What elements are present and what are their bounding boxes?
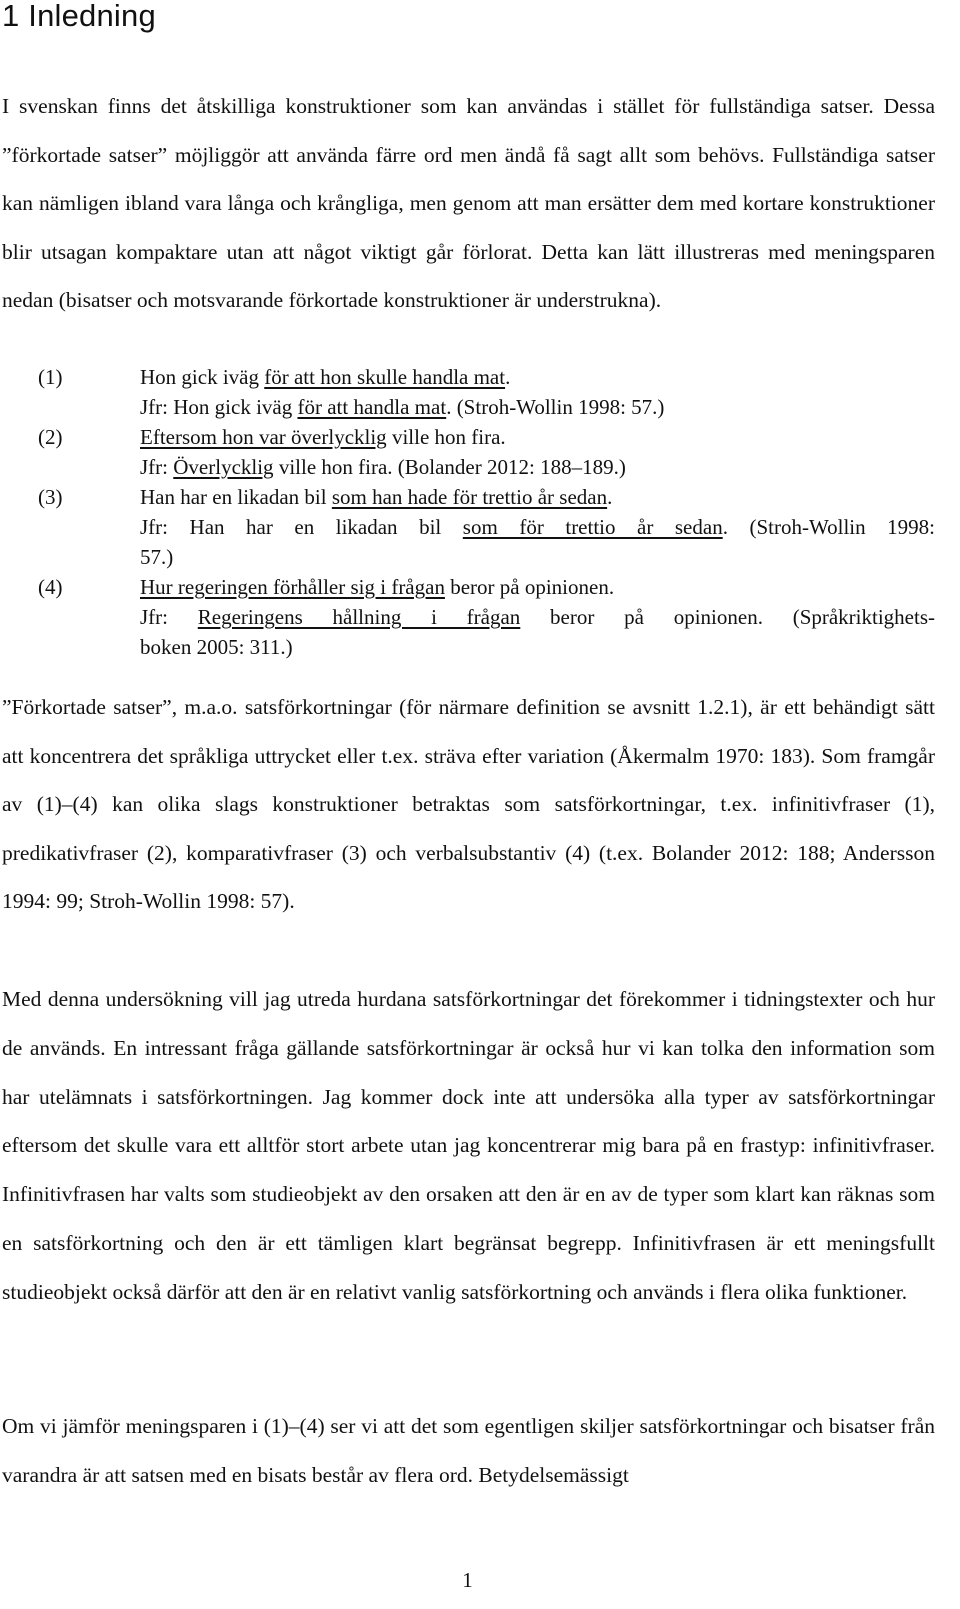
- example-item: [38, 572, 935, 662]
- example-number: (1): [38, 365, 63, 389]
- example-comparison: Jfr: Regeringens hållning i frågan beror på opinionen. (Språkriktighets-: [140, 605, 935, 629]
- example-list: [38, 362, 935, 662]
- example-number: (2): [38, 425, 63, 449]
- paragraph-definition: ”Förkortade satser”, m.a.o. satsförkortningar (för närmare definition se avsnitt 1.2.1), är ett behändigt sätt att koncentrera det språkliga uttrycket eller t.ex. sträva efter variation (Åkermalm 1970: 183). Som framgår av (1)–(4) kan olika slags konstruktioner betraktas som satsförkortningar, t.ex. infinitivfraser (1), predikativfraser (2), komparativfraser (3) och verbalsubstantiv (4) (t.ex. Bolander 2012: 188; Andersson 1994: 99; Stroh-Wollin 1998: 57).: [2, 695, 935, 913]
- paragraph-comparison: Om vi jämför meningsparen i (1)–(4) ser vi att det som egentligen skiljer satsförkortningar och bisatser från varandra är att satsen med en bisats består av flera ord. Betydelsemässigt: [2, 1414, 935, 1487]
- paragraph-intro: I svenskan finns det åtskilliga konstruktioner som kan användas i stället för fullständiga satser. Dessa ”förkortade satser” möjliggör att använda färre ord men ändå få sagt allt som behövs. Fullständiga satser kan nämligen ibland vara långa och krångliga, men genom att man ersätter dem med kortare konstruktioner blir utsagan kompaktare utan att något viktigt går förlorat. Detta kan lätt illustreras med meningsparen nedan (bisatser och motsvarande förkortade konstruktioner är understrukna).: [2, 94, 935, 312]
- example-comparison: Jfr: Överlycklig ville hon fira. (Bolander 2012: 188–189.): [140, 455, 626, 479]
- section-heading: 1 Inledning: [2, 0, 156, 33]
- example-item: [38, 422, 935, 482]
- example-sentence: Hon gick iväg för att hon skulle handla mat.: [140, 365, 511, 389]
- underlined-clause: Eftersom hon var överlycklig: [140, 425, 387, 449]
- paragraph-aim: Med denna undersökning vill jag utreda hurdana satsförkortningar det förekommer i tidningstexter och hur de används. En intressant fråga gällande satsförkortningar är också hur vi kan tolka den information som har utelämnats i satsförkortningen. Jag kommer dock inte att undersöka alla typer av satsförkortningar eftersom det skulle vara ett alltför stort arbete utan jag koncentrerar mig bara på en frastyp: infinitivfraser. Infinitivfrasen har valts som studieobjekt av den orsaken att den är en av de typer som klart kan räknas som en satsförkortning och den är ett tämligen klart begränsat begrepp. Infinitivfrasen är ett meningsfullt studieobjekt också därför att den är en relativt vanlig satsförkortning och används i flera olika funktioner.: [2, 987, 935, 1304]
- underlined-phrase: för att handla mat: [297, 395, 447, 419]
- underlined-phrase: Överlycklig: [173, 455, 274, 479]
- underlined-phrase: som för trettio år sedan: [462, 515, 723, 539]
- underlined-phrase: Regeringens hållning i frågan: [197, 605, 521, 629]
- example-number: (3): [38, 485, 63, 509]
- example-number: (4): [38, 575, 63, 599]
- underlined-clause: som han hade för trettio år sedan: [331, 485, 608, 509]
- page-number: 1: [462, 1568, 473, 1592]
- example-comparison: Jfr: Hon gick iväg för att handla mat. (Stroh-Wollin 1998: 57.): [140, 395, 665, 419]
- example-item: [38, 362, 935, 422]
- underlined-clause: Hur regeringen förhåller sig i frågan: [140, 575, 445, 599]
- example-sentence: Hur regeringen förhåller sig i frågan beror på opinionen.: [140, 575, 615, 599]
- example-sentence: Han har en likadan bil som han hade för trettio år sedan.: [140, 485, 613, 509]
- example-comparison-continued: 57.): [140, 545, 174, 569]
- example-sentence: Eftersom hon var överlycklig ville hon fira.: [140, 425, 506, 449]
- underlined-clause: för att hon skulle handla mat: [264, 365, 506, 389]
- example-item: [38, 482, 935, 572]
- example-comparison: Jfr: Han har en likadan bil som för trettio år sedan. (Stroh-Wollin 1998:: [140, 515, 935, 539]
- example-comparison-continued: boken 2005: 311.): [140, 635, 293, 659]
